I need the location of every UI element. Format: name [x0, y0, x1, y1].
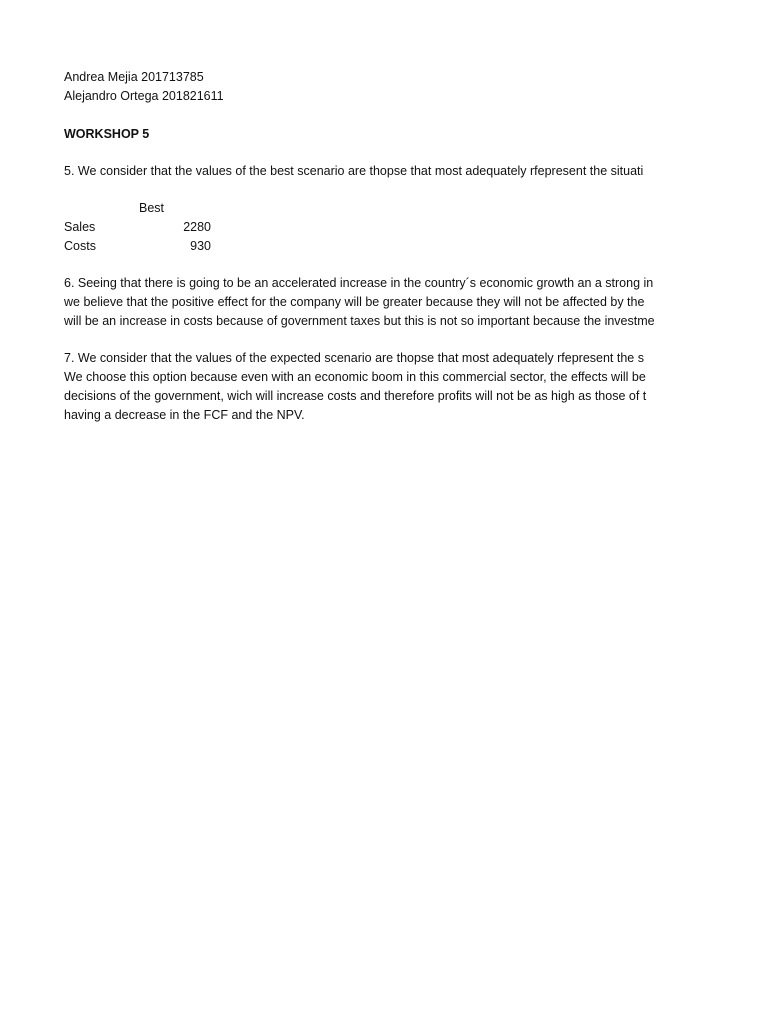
- answer-6-line-2: we believe that the positive effect for the company will be greater because they will not be affected by the: [64, 295, 645, 309]
- table-row-costs-value: 930: [190, 239, 211, 253]
- answer-5-text: 5. We consider that the values of the best scenario are thopse that most adequately rfepresent the situati: [64, 164, 644, 178]
- table-row-costs-label: Costs: [64, 239, 96, 253]
- answer-7-line-3: decisions of the government, wich will increase costs and therefore profits will not be as high as those of t: [64, 389, 647, 403]
- answer-6-line-1: 6. Seeing that there is going to be an accelerated increase in the country´s economic growth an a strong in: [64, 276, 654, 290]
- author-line-1: Andrea Mejia 201713785: [64, 70, 204, 84]
- table-row-sales-label: Sales: [64, 220, 96, 234]
- answer-7-line-4: having a decrease in the FCF and the NPV.: [64, 408, 305, 422]
- answer-7-line-1: 7. We consider that the values of the expected scenario are thopse that most adequately rfepresent the s: [64, 351, 644, 365]
- answer-6-line-3: will be an increase in costs because of government taxes but this is not so important because the investme: [64, 314, 655, 328]
- workshop-title: WORKSHOP 5: [64, 127, 150, 141]
- author-line-2: Alejandro Ortega 201821611: [64, 89, 224, 103]
- table-header-best: Best: [139, 201, 165, 215]
- table-row-sales-value: 2280: [183, 220, 211, 234]
- answer-7-line-2: We choose this option because even with an economic boom in this commercial sector, the effects will be: [64, 370, 646, 384]
